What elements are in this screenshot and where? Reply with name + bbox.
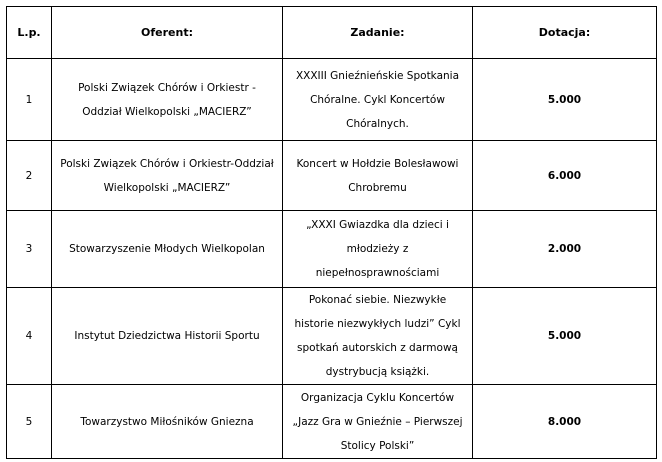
- table-row: [7, 288, 657, 385]
- cell-dotacja: 2.000: [473, 211, 657, 288]
- cell-oferent: Instytut Dziedzictwa Historii Sportu: [52, 288, 283, 385]
- table-body: [7, 59, 657, 459]
- table-row: [7, 59, 657, 141]
- cell-oferent: Polski Związek Chórów i Orkiestr-Oddział Wielkopolski „MACIERZ”: [52, 141, 283, 211]
- cell-zadanie: XXXIII Gnieźnieńskie Spotkania Chóralne. Cykl Koncertów Chóralnych.: [283, 59, 473, 141]
- header-zadanie: Zadanie:: [283, 7, 473, 59]
- cell-zadanie: Pokonać siebie. Niezwykłe historie niezwykłych ludzi” Cykl spotkań autorskich z darmową dystrybucją książki.: [283, 288, 473, 385]
- header-dotacja: Dotacja:: [473, 7, 657, 59]
- cell-lp: 5: [7, 385, 52, 459]
- table-row: [7, 385, 657, 459]
- header-oferent: Oferent:: [52, 7, 283, 59]
- cell-dotacja: 5.000: [473, 288, 657, 385]
- table-header: [7, 7, 657, 59]
- cell-dotacja: 5.000: [473, 59, 657, 141]
- table-row: [7, 141, 657, 211]
- cell-zadanie: „XXXI Gwiazdka dla dzieci i młodzieży z niepełnosprawnościami: [283, 211, 473, 288]
- cell-zadanie: Organizacja Cyklu Koncertów „Jazz Gra w Gnieźnie – Pierwszej Stolicy Polski”: [283, 385, 473, 459]
- cell-lp: 1: [7, 59, 52, 141]
- cell-oferent: Towarzystwo Miłośników Gniezna: [52, 385, 283, 459]
- cell-oferent: Stowarzyszenie Młodych Wielkopolan: [52, 211, 283, 288]
- header-row: [7, 7, 657, 59]
- cell-lp: 2: [7, 141, 52, 211]
- cell-zadanie: Koncert w Hołdzie Bolesławowi Chrobremu: [283, 141, 473, 211]
- cell-dotacja: 6.000: [473, 141, 657, 211]
- cell-lp: 3: [7, 211, 52, 288]
- cell-oferent: Polski Związek Chórów i Orkiestr - Oddział Wielkopolski „MACIERZ”: [52, 59, 283, 141]
- cell-dotacja: 8.000: [473, 385, 657, 459]
- header-lp: L.p.: [7, 7, 52, 59]
- cell-lp: 4: [7, 288, 52, 385]
- grants-table: [6, 6, 657, 459]
- table-row: [7, 211, 657, 288]
